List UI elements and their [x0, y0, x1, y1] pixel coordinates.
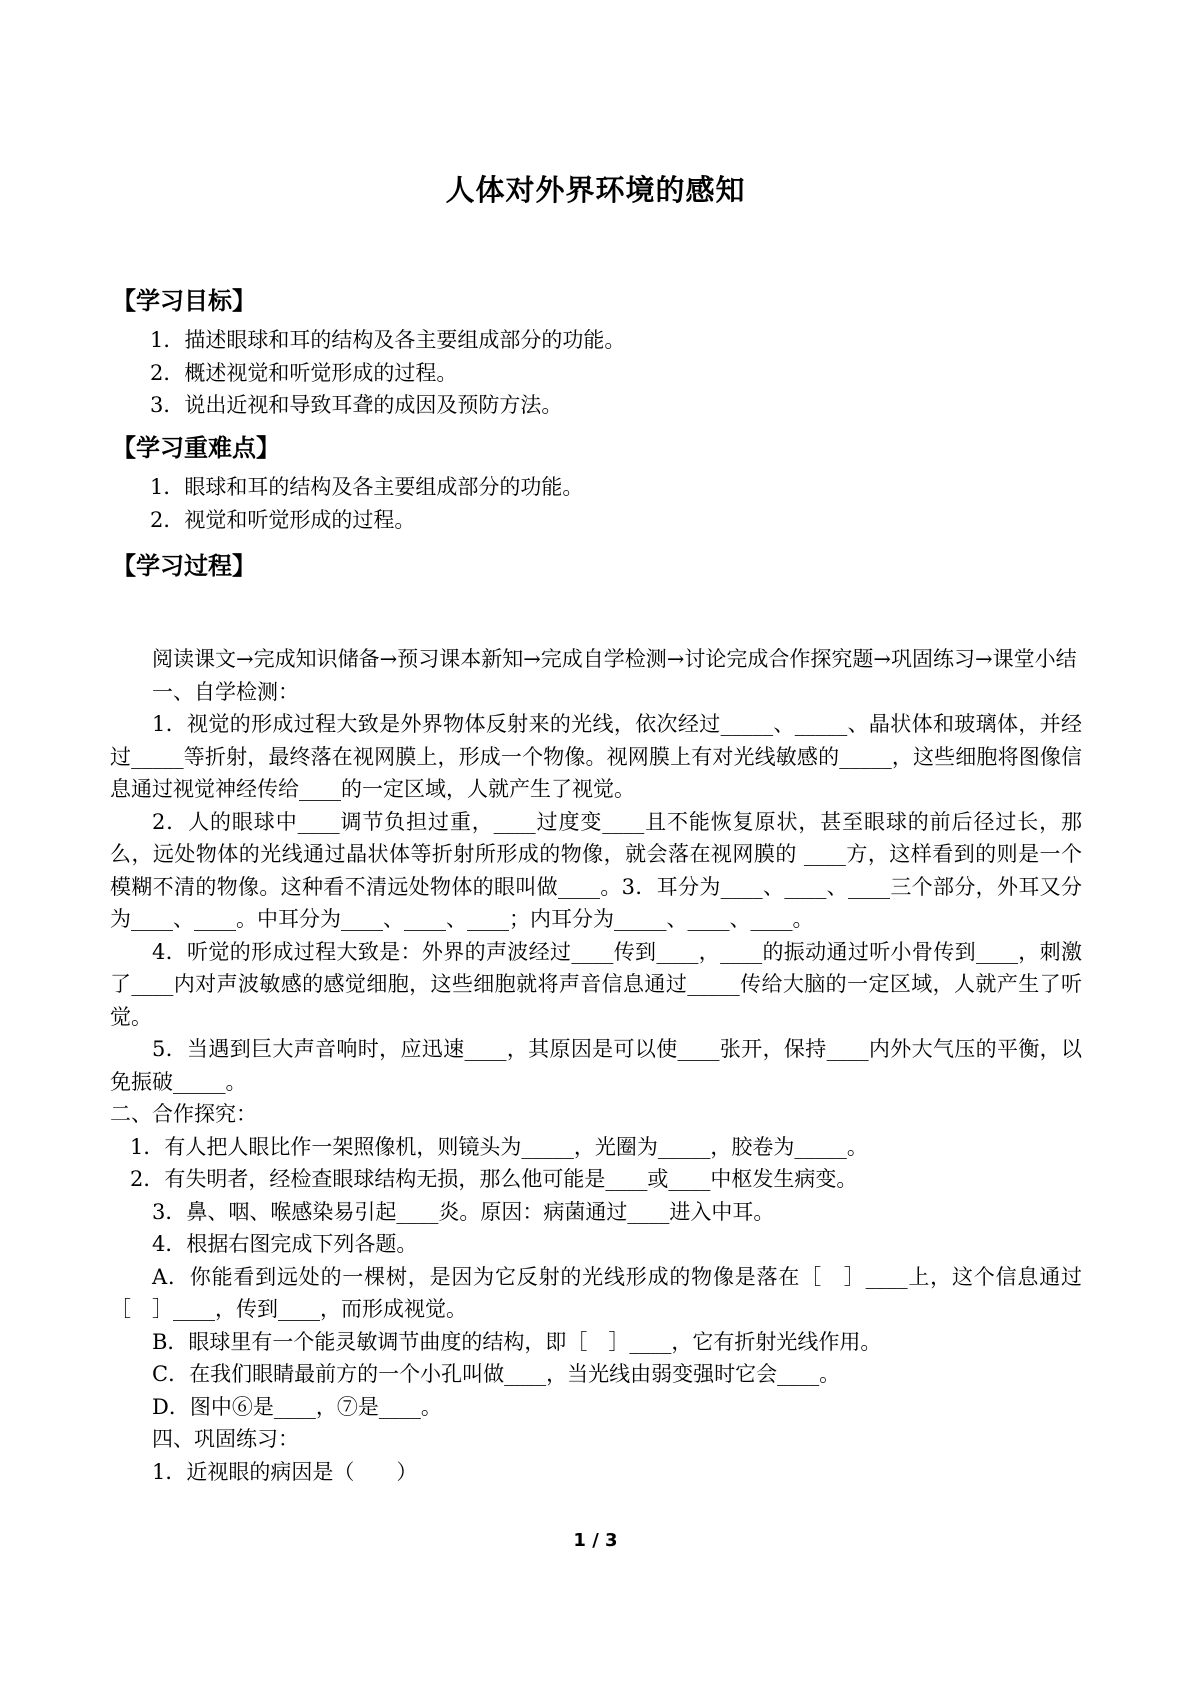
key-points-list: [150, 471, 583, 536]
key-point-item: 1．眼球和耳的结构及各主要组成部分的功能。: [150, 475, 584, 499]
cooperation-item-1: 1．有人把人眼比作一架照像机，则镜头为_____，光圈为_____，胶卷为_____。: [130, 1134, 868, 1159]
cooperation-heading: 二、合作探究：: [110, 1102, 257, 1126]
question-a: A．你能看到远处的一棵树，是因为它反射的光线形成的物像是落在［ ］____上，这个信息通过［ ］____，传到____，而形成视觉。: [110, 1264, 1082, 1321]
key-point-item: 2．视觉和听觉形成的过程。: [150, 507, 416, 532]
self-test-item-5: 5．当遇到巨大声音响时，应迅速____，其原因是可以使____张开，保持____内外大气压的平衡，以免振破_____。: [110, 1037, 1082, 1094]
cooperation-item-3: 3．鼻、咽、喉感染易引起____炎。原因：病菌通过____进入中耳。: [152, 1199, 775, 1224]
objective-item: 1．描述眼球和耳的结构及各主要组成部分的功能。: [150, 328, 626, 352]
cooperation-item-4: 4．根据右图完成下列各题。: [152, 1232, 418, 1256]
self-test-item-4: 4．听觉的形成过程大致是：外界的声波经过____传到____，____的振动通过听小骨传到____，刺激了____内对声波敏感的感觉细胞，这些细胞就将声音信息通过_____传给大脑的一定区域，人就产生了听觉。: [110, 939, 1082, 1029]
objectives-list: [150, 324, 625, 422]
question-b: B．眼球里有一个能灵敏调节曲度的结构，即［ ］____，它有折射光线作用。: [152, 1329, 882, 1354]
objective-item: 3．说出近视和导致耳聋的成因及预防方法。: [150, 393, 563, 417]
page-number: 1 / 3: [573, 1530, 618, 1551]
key-points-heading: 【学习重难点】: [112, 434, 280, 462]
self-test-item-1: 1．视觉的形成过程大致是外界物体反射来的光线，依次经过_____、_____、晶状体和玻璃体，并经过_____等折射，最终落在视网膜上，形成一个物像。视网膜上有对光线敏感的_____，这些细胞将图像信息通过视觉神经传给____的一定区域，人就产生了视觉。: [110, 712, 1082, 801]
process-body: [110, 643, 1082, 1488]
self-test-item-2: 2．人的眼球中____调节负担过重，____过度变____且不能恢复原状，甚至眼球的前后径过长，那么，远处物体的光线通过晶状体等折射所形成的物像，就会落在视网膜的 ____方，这样看到的则是一个模糊不清的物像。这种看不清远处物体的眼叫做____。3．耳分为____、____、____三个部分，外耳又分为____、____。中耳分为____、____、____；内耳分为_____、____、____。: [110, 809, 1082, 931]
question-d: D．图中⑥是____，⑦是____。: [152, 1394, 442, 1419]
practice-item-1: 1．近视眼的病因是（ ）: [152, 1459, 418, 1484]
page-title: 人体对外界环境的感知: [445, 173, 746, 207]
process-heading: 【学习过程】: [112, 552, 256, 580]
objective-item: 2．概述视觉和听觉形成的过程。: [150, 360, 458, 385]
objectives-heading: 【学习目标】: [112, 287, 256, 315]
cooperation-item-2: 2．有失明者，经检查眼球结构无损，那么他可能是____或____中枢发生病变。: [130, 1167, 858, 1191]
reading-steps: 阅读课文→完成知识储备→预习课本新知→完成自学检测→讨论完成合作探究题→巩固练习→课堂小结: [152, 647, 1077, 671]
question-c: C．在我们眼睛最前方的一个小孔叫做____，当光线由弱变强时它会____。: [152, 1362, 841, 1386]
practice-heading: 四、巩固练习：: [152, 1427, 299, 1451]
self-test-heading: 一、自学检测：: [152, 679, 299, 704]
